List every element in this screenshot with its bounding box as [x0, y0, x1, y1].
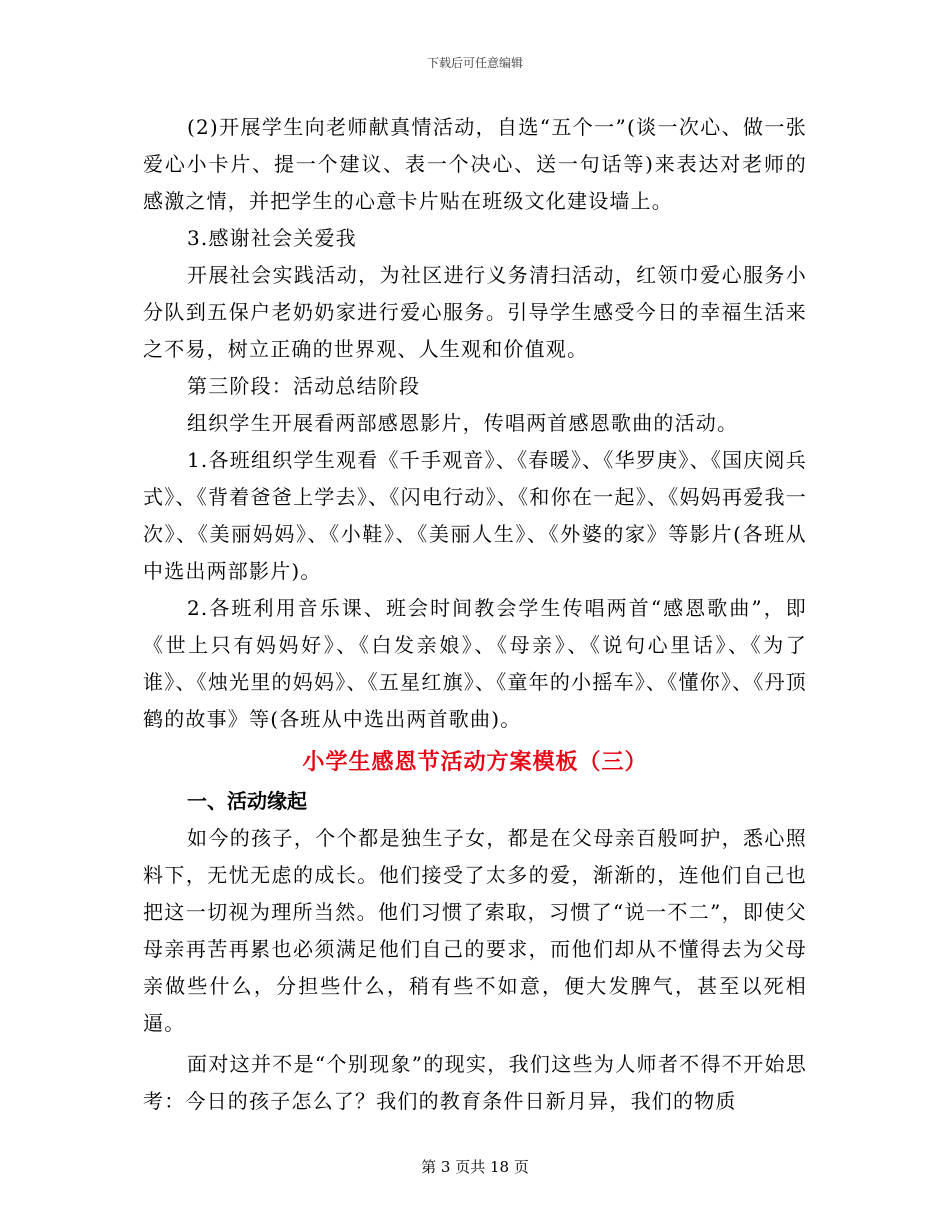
- paragraph: 面对这并不是“个别现象”的现实，我们这些为人师者不得不开始思考：今日的孩子怎么了？我们的教育条件日新月异，我们的物质: [143, 1052, 807, 1113]
- page-header: 下载后可任意编辑: [426, 56, 523, 70]
- paragraph: 组织学生开展看两部感恩影片，传唱两首感恩歌曲的活动。: [187, 411, 739, 435]
- page-footer: 第 3 页共 18 页: [421, 1158, 529, 1176]
- paragraph: 1.各班组织学生观看《千手观音》、《春暖》、《华罗庚》、《国庆阅兵式》、《背着爸爸上学去》、《闪电行动》、《和你在一起》、《妈妈再爱我一次》、《美丽妈妈》、《小鞋》、《美丽人生》、《外婆的家》等影片(各班从中选出两部影片)。: [143, 448, 807, 583]
- section-title: 小学生感恩节活动方案模板（三）: [302, 749, 648, 775]
- paragraph: 第三阶段：活动总结阶段: [187, 374, 421, 398]
- section-heading: 一、活动缘起: [187, 789, 307, 813]
- paragraph: 如今的孩子，个个都是独生子女，都是在父母亲百般呵护，悉心照料下，无忧无虑的成长。他们接受了太多的爱，渐渐的，连他们自己也把这一切视为理所当然。他们习惯了索取，习惯了“说一不二”，即使父母亲再苦再累也必须满足他们自己的要求，而他们却从不懂得去为父母亲做些什么，分担些什么，稍有些不如意，便大发脾气，甚至以死相逼。: [143, 826, 807, 1035]
- paragraph: 2.各班利用音乐课、班会时间教会学生传唱两首“感恩歌曲”，即《世上只有妈妈好》、《白发亲娘》、《母亲》、《说句心里话》、《为了谁》、《烛光里的妈妈》、《五星红旗》、《童年的小摇车》、《懂你》、《丹顶鹤的故事》等(各班从中选出两首歌曲)。: [143, 596, 807, 731]
- paragraph: 3.感谢社会关爱我: [187, 226, 357, 250]
- paragraph: 开展社会实践活动，为社区进行义务清扫活动，红领巾爱心服务小分队到五保户老奶奶家进行爱心服务。引导学生感受今日的幸福生活来之不易，树立正确的世界观、人生观和价值观。: [143, 263, 807, 361]
- paragraph: (2)开展学生向老师献真情活动，自选“五个一”(谈一次心、做一张爱心小卡片、提一个建议、表一个决心、送一句话等)来表达对老师的感激之情，并把学生的心意卡片贴在班级文化建设墙上。: [143, 115, 807, 213]
- document-body: [143, 109, 807, 1120]
